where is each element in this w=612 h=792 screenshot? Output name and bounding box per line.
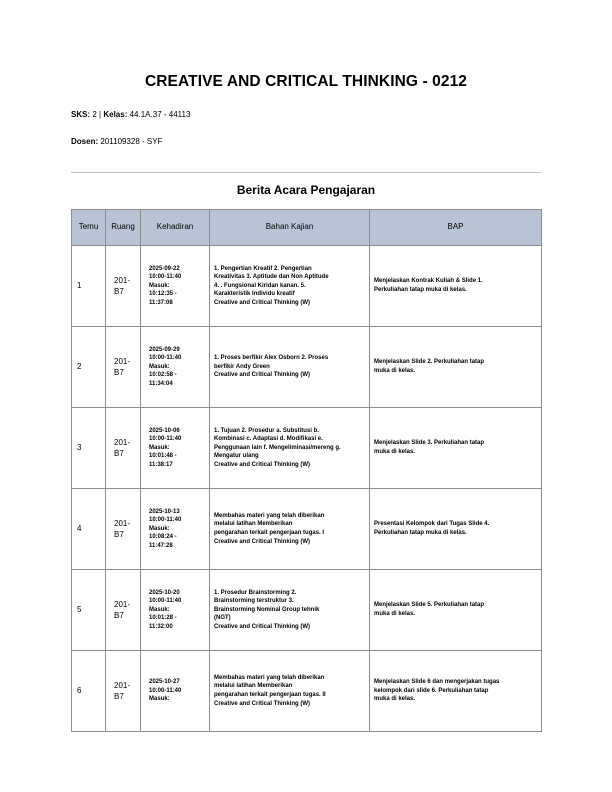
cell-ruang bbox=[106, 246, 141, 327]
cell-kehadiran-line: 10:00-11:40 bbox=[149, 598, 182, 605]
cell-bap-line: muka di kelas. bbox=[374, 449, 416, 455]
divider bbox=[71, 172, 541, 173]
cell-bap-line: muka di kelas. bbox=[374, 368, 416, 374]
cell-kehadiran-line: 2025-09-22 bbox=[149, 265, 180, 272]
cell-ruang-line: B7 bbox=[114, 449, 124, 458]
cell-bahan-kajian-line: Brainstorming terstruktur 3. bbox=[214, 598, 294, 605]
table-row bbox=[72, 489, 542, 570]
cell-bahan-kajian-line: 1. Prosedur Brainstorming 2. bbox=[214, 589, 297, 596]
cell-bahan-kajian-line: 4. . Fungsional Kiridan kanan. 5. bbox=[214, 282, 306, 289]
cell-bahan-kajian-line: 1. Tujuan 2. Prosedur a. Substitusi b. bbox=[214, 427, 319, 434]
cell-ruang-line: 201- bbox=[114, 438, 131, 447]
table-row bbox=[72, 327, 542, 408]
cell-bap-line: Presentasi Kelompok dari Tugas Slide 4. bbox=[374, 521, 490, 528]
cell-bahan-kajian bbox=[210, 651, 370, 732]
cell-bap-line: Perkuliahan tatap muka di kelas. bbox=[374, 530, 467, 536]
cell-bap-line: Menjelaskan Slide 2. Perkuliahan tatap bbox=[374, 359, 485, 366]
table-row bbox=[72, 570, 542, 651]
cell-bahan-kajian-line: Creative and Critical Thinking (W) bbox=[214, 372, 311, 379]
cell-bahan-kajian bbox=[210, 408, 370, 489]
cell-bahan-kajian-line: melalui latihan Memberikan bbox=[214, 683, 293, 690]
cell-bap bbox=[370, 327, 542, 408]
cell-kehadiran-line: Masuk: bbox=[149, 606, 170, 613]
cell-bap-line: kelompok dari slide 6. Perkuliahan tatap bbox=[374, 687, 489, 694]
cell-bahan-kajian-line: Kreativitas 3. Aptitude dan Non Aptitude bbox=[214, 274, 329, 281]
cell-temu: 1 bbox=[72, 246, 106, 327]
cell-kehadiran-line: Masuk: bbox=[149, 282, 170, 289]
cell-ruang-line: B7 bbox=[114, 368, 124, 377]
cell-bahan-kajian-line: Mengatur ulang bbox=[214, 453, 259, 460]
cell-kehadiran-line: Masuk: bbox=[149, 696, 170, 703]
cell-kehadiran-line: 11:37:08 bbox=[149, 299, 173, 306]
cell-kehadiran-line: 10:00-11:40 bbox=[149, 687, 182, 694]
cell-bahan-kajian-line: Brainstorming Nominal Group tehnik bbox=[214, 606, 320, 613]
cell-kehadiran-line: 10:12:35 - bbox=[149, 291, 177, 298]
cell-bap-line: Perkuliahan tatap muka di kelas. bbox=[374, 287, 467, 293]
cell-bap bbox=[370, 246, 542, 327]
course-title: CREATIVE AND CRITICAL THINKING - 0212 bbox=[144, 73, 468, 90]
cell-bap-line: Menjelaskan Slide 6 dan mengerjakan tugas bbox=[374, 679, 500, 686]
cell-kehadiran-line: 2025-10-13 bbox=[149, 508, 180, 515]
table-row bbox=[72, 246, 542, 327]
cell-temu: 5 bbox=[72, 570, 106, 651]
teaching-record-table bbox=[71, 209, 542, 732]
cell-bahan-kajian-line: Creative and Critical Thinking (W) bbox=[214, 461, 311, 468]
cell-bahan-kajian-line: (NGT) bbox=[214, 615, 231, 622]
cell-temu: 2 bbox=[72, 327, 106, 408]
cell-kehadiran-line: Masuk: bbox=[149, 444, 170, 451]
cell-bahan-kajian bbox=[210, 246, 370, 327]
cell-bahan-kajian-line: berfikir Andy Green bbox=[214, 363, 270, 370]
course-meta-line bbox=[71, 110, 190, 119]
cell-ruang bbox=[106, 327, 141, 408]
cell-bahan-kajian-line: 1. Proses berfikir Alex Osborn 2. Proses bbox=[214, 355, 329, 362]
cell-kehadiran-line: 10:08:24 - bbox=[149, 534, 177, 541]
cell-bahan-kajian-line: Creative and Critical Thinking (W) bbox=[214, 623, 311, 630]
cell-kehadiran-line: 2025-10-27 bbox=[149, 679, 180, 686]
cell-bahan-kajian bbox=[210, 327, 370, 408]
cell-ruang bbox=[106, 408, 141, 489]
cell-kehadiran-line: 11:34:04 bbox=[149, 380, 173, 387]
cell-ruang bbox=[106, 489, 141, 570]
cell-bahan-kajian-line: Kombinasi c. Adaptasi d. Modifikasi e. bbox=[214, 436, 323, 443]
cell-ruang bbox=[106, 570, 141, 651]
cell-kehadiran-line: 10:02:58 - bbox=[149, 372, 177, 379]
cell-bahan-kajian-line: Creative and Critical Thinking (W) bbox=[214, 299, 311, 306]
cell-kehadiran-line: 10:00-11:40 bbox=[149, 436, 182, 443]
cell-kehadiran-line: Masuk: bbox=[149, 525, 170, 532]
cell-bahan-kajian-line: Creative and Critical Thinking (W) bbox=[214, 700, 311, 707]
cell-ruang-line: 201- bbox=[114, 600, 131, 609]
table-header-row bbox=[72, 210, 542, 246]
cell-kehadiran-line: 11:38:17 bbox=[149, 461, 173, 468]
cell-bap bbox=[370, 408, 542, 489]
sks-value: 2 bbox=[92, 110, 97, 119]
cell-kehadiran-line: 10:00-11:40 bbox=[149, 355, 182, 362]
cell-bap-line: Menjelaskan Slide 3. Perkuliahan tatap bbox=[374, 440, 485, 447]
cell-kehadiran bbox=[141, 489, 210, 570]
cell-ruang-line: 201- bbox=[114, 357, 131, 366]
cell-bap-line: muka di kelas. bbox=[374, 696, 416, 703]
cell-ruang-line: B7 bbox=[114, 611, 124, 620]
cell-temu: 6 bbox=[72, 651, 106, 732]
cell-kehadiran-line: 2025-10-06 bbox=[149, 427, 180, 434]
cell-temu: 3 bbox=[72, 408, 106, 489]
cell-bap bbox=[370, 651, 542, 732]
cell-bap-line: Menjelaskan Kontrak Kuliah & Slide 1. bbox=[374, 278, 483, 285]
header-kehadiran: Kehadiran bbox=[141, 210, 210, 246]
cell-kehadiran bbox=[141, 327, 210, 408]
meta-separator: | bbox=[99, 110, 102, 119]
cell-bahan-kajian-line: Membahas materi yang telah diberikan bbox=[214, 674, 325, 681]
cell-kehadiran-line: 10:00-11:40 bbox=[149, 274, 182, 281]
cell-bahan-kajian-line: pengarahan terkait pengerjaan tugas. II bbox=[214, 692, 326, 698]
cell-kehadiran-line: 2025-10-20 bbox=[149, 589, 180, 596]
cell-bahan-kajian-line: melalui latihan Memberikan bbox=[214, 521, 293, 528]
cell-ruang-line: B7 bbox=[114, 530, 124, 539]
cell-kehadiran-line: 10:01:28 - bbox=[149, 615, 177, 622]
cell-kehadiran bbox=[141, 246, 210, 327]
table-row bbox=[72, 408, 542, 489]
cell-bahan-kajian-line: Membahas materi yang telah diberikan bbox=[214, 512, 325, 519]
cell-bahan-kajian bbox=[210, 570, 370, 651]
lecturer-line bbox=[71, 137, 162, 146]
dosen-value: 201109328 - SYF bbox=[100, 137, 163, 146]
cell-bahan-kajian-line: pengarahan terkait pengerjaan tugas. I bbox=[214, 530, 325, 536]
section-title: Berita Acara Pengajaran bbox=[236, 183, 376, 197]
header-bahan-kajian: Bahan Kajian bbox=[210, 210, 370, 246]
cell-kehadiran bbox=[141, 651, 210, 732]
header-bap: BAP bbox=[370, 210, 542, 246]
cell-bahan-kajian-line: Creative and Critical Thinking (W) bbox=[214, 538, 311, 545]
cell-kehadiran bbox=[141, 408, 210, 489]
cell-ruang-line: 201- bbox=[114, 276, 131, 285]
cell-kehadiran-line: 11:47:28 bbox=[149, 542, 173, 549]
cell-bap-line: muka di kelas. bbox=[374, 611, 416, 617]
cell-ruang-line: B7 bbox=[114, 287, 124, 296]
cell-bahan-kajian-line: 1. Pengertian Kreatif 2. Pengertian bbox=[214, 265, 312, 272]
cell-kehadiran-line: 10:01:48 - bbox=[149, 453, 177, 460]
cell-kehadiran-line: 11:32:00 bbox=[149, 623, 173, 630]
dosen-label: Dosen: bbox=[71, 137, 99, 146]
cell-kehadiran-line: Masuk: bbox=[149, 363, 170, 370]
cell-bahan-kajian-line: Penggunaan lain f. Mengeliminasi/mereng g. bbox=[214, 444, 341, 451]
cell-temu: 4 bbox=[72, 489, 106, 570]
cell-kehadiran-line: 10:00-11:40 bbox=[149, 517, 182, 524]
cell-bap bbox=[370, 570, 542, 651]
cell-kehadiran bbox=[141, 570, 210, 651]
cell-ruang-line: 201- bbox=[114, 681, 131, 690]
cell-bap bbox=[370, 489, 542, 570]
header-temu: Temu bbox=[72, 210, 106, 246]
table-row bbox=[72, 651, 542, 732]
cell-bahan-kajian-line: Karakteristik Individu kreatif bbox=[214, 291, 295, 298]
cell-ruang bbox=[106, 651, 141, 732]
sks-label: SKS: bbox=[71, 110, 91, 119]
kelas-value: 44.1A.37 - 44113 bbox=[129, 110, 191, 119]
cell-ruang-line: B7 bbox=[114, 692, 124, 701]
cell-bahan-kajian bbox=[210, 489, 370, 570]
cell-ruang-line: 201- bbox=[114, 519, 131, 528]
cell-bap-line: Menjelaskan Slide 5. Perkuliahan tatap bbox=[374, 602, 485, 609]
kelas-label: Kelas: bbox=[103, 110, 128, 119]
cell-kehadiran-line: 2025-09-29 bbox=[149, 346, 180, 353]
header-ruang: Ruang bbox=[106, 210, 141, 246]
